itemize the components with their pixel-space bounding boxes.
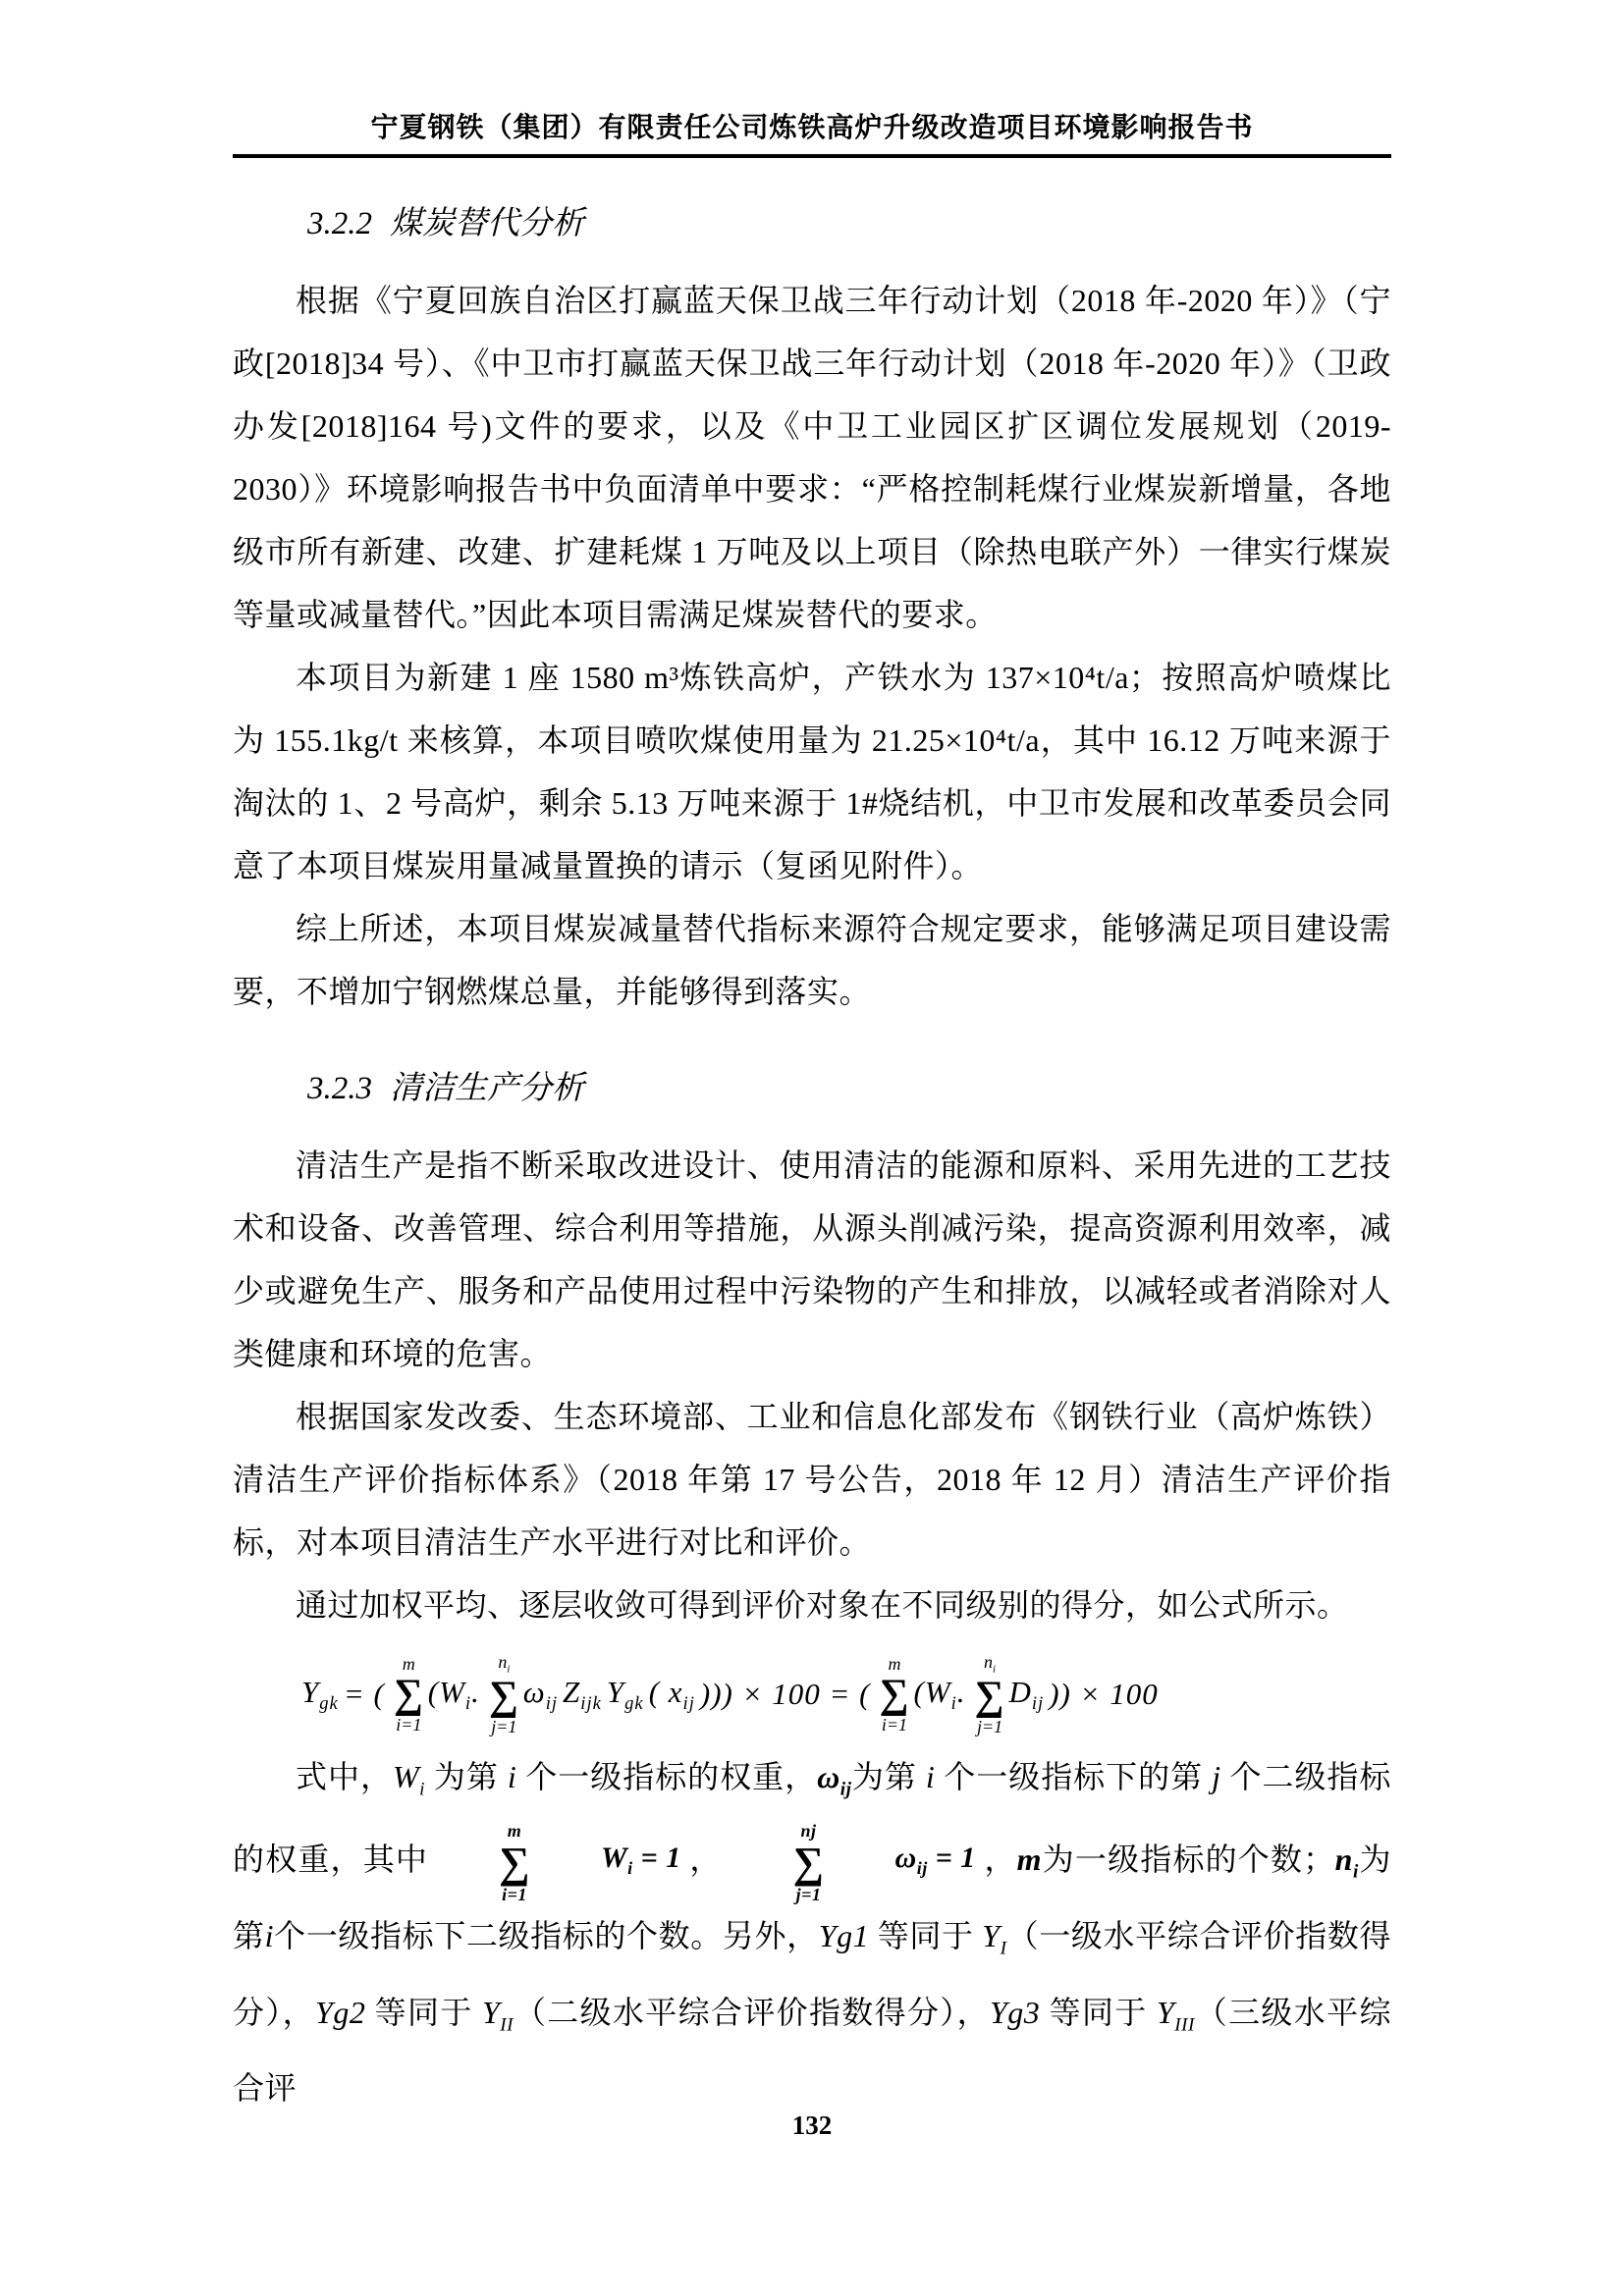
formula-subscript: i (1352, 1861, 1359, 1883)
explain-text: 为一级指标的个数； (1042, 1842, 1335, 1878)
formula-var: ω (894, 1841, 917, 1874)
formula-operator: = 1 (927, 1841, 976, 1874)
explain-text: 等同于 (869, 1918, 983, 1954)
explain-text: 个二级指标的权重，其中 (233, 1758, 1391, 1878)
formula-var: m (1016, 1842, 1043, 1878)
formula-var: ω (522, 1674, 546, 1709)
formula-var: (W (913, 1674, 951, 1709)
formula-var: j (1212, 1758, 1221, 1794)
formula-subscript: gk (319, 1692, 339, 1714)
formula-subscript: i (464, 1692, 472, 1714)
paragraph-coal-conclusion: 综上所述，本项目煤炭减量替代指标来源符合规定要求，能够满足项目建设需要，不增加宁钢燃煤总量，并能够得到落实。 (233, 911, 1391, 1009)
page-header (233, 0, 1391, 158)
formula-var (1156, 1994, 1195, 2036)
formula-token: )) × 100 (1049, 1677, 1159, 1712)
explain-text: 为第 (851, 1758, 926, 1794)
summation-symbol (436, 1821, 530, 1904)
sum-body (538, 1827, 681, 1899)
formula-token (649, 1675, 695, 1715)
explain-text: ， (688, 1842, 723, 1878)
sum-upper-limit: nj (800, 1821, 817, 1842)
paragraph-coal-policy: 根据《宁夏回族自治区打赢蓝天保卫战三年行动计划（2018 年-2020 年）》（宁政[2018]34 号）、《中卫市打赢蓝天保卫战三年行动计划（2018 年-2020 年）》（卫政办发[2018]164 号)文件的要求，以及《中卫工业园区扩区调位发展规划（2019-2030）》环境影响报告书中负面清单中要求：“严格控制耗煤行业煤炭新增量，各地级市所有新建、改建、扩建耗煤 1 万吨及以上项目（除热电联产外）一律实行煤炭等量或减量替代。”因此本项目需满足煤炭替代的要求。 (233, 283, 1391, 632)
explain-text: 个一级指标的权重， (516, 1758, 818, 1794)
formula-subscript: ij (682, 1692, 695, 1714)
sum-lower-limit: j=1 (976, 1717, 1003, 1736)
formula-var: Y (301, 1674, 320, 1709)
sigma-icon: ∑ (974, 1674, 1005, 1719)
formula-subscript: I (1000, 1938, 1007, 1959)
sigma-icon: ∑ (879, 1672, 910, 1718)
formula-var: ( x (648, 1674, 683, 1709)
sum-limit-subscript: i (993, 1663, 997, 1676)
sum-limit-var: n (984, 1652, 994, 1672)
formula-var: D (1008, 1674, 1032, 1709)
report-title: 宁夏钢铁（集团）有限责任公司炼铁高炉升级改造项目环境影响报告书 (370, 113, 1254, 143)
explain-text: 等同于 (365, 1994, 482, 2030)
formula-var: (W (427, 1674, 465, 1709)
explain-text: 为第 (424, 1758, 508, 1794)
sigma-icon: ∑ (488, 1674, 519, 1719)
formula-token: ))) × 100 = ( (699, 1677, 871, 1712)
explain-text: 个一级指标下二级指标的个数。另外， (274, 1918, 819, 1954)
sum-upper-limit: m (507, 1821, 522, 1842)
sum-limit-var: n (498, 1652, 508, 1672)
formula-token (607, 1675, 644, 1715)
formula-var: W (600, 1841, 628, 1874)
formula-subscript: ij (916, 1857, 928, 1878)
sum-body (832, 1827, 975, 1899)
formula-operator: . (471, 1674, 480, 1709)
section-heading-clean-production (233, 1062, 1391, 1108)
sum-upper-limit (984, 1652, 996, 1676)
explain-text: 式中， (296, 1758, 393, 1794)
sigma-icon: ∑ (499, 1838, 530, 1887)
page-content (233, 0, 1391, 2119)
sum-upper-limit (498, 1652, 510, 1676)
formula-token (913, 1675, 965, 1715)
paragraph-coal-project-quantity: 本项目为新建 1 座 1580 m³炼铁高炉，产铁水为 137×10⁴t/a；按照高炉喷煤比为 155.1kg/t 来核算，本项目喷吹煤使用量为 21.25×10⁴t/a，其中 16.12 万吨来源于淘汰的 1、2 号高炉，剩余 5.13 万吨来源于 1#烧结机，中卫市发展和改革委员会同意了本项目煤炭用量减量置换的请示（复函见附件）。 (233, 660, 1391, 883)
section-title: 清洁生产分析 (390, 1071, 584, 1106)
section-number: 3.2.3 (307, 1071, 372, 1106)
formula-operator: . (956, 1674, 966, 1709)
formula-var (982, 1918, 1007, 1959)
formula-token (523, 1675, 558, 1715)
formula-var: Yg3 (989, 1994, 1041, 2030)
formula-var (1334, 1842, 1359, 1883)
formula-token (301, 1675, 339, 1715)
formula-var (817, 1758, 852, 1800)
section-number: 3.2.2 (307, 206, 372, 241)
formula-token (1009, 1675, 1045, 1715)
explain-text: 为第 (233, 1842, 1391, 1954)
paragraph-clean-definition: 清洁生产是指不断采取改进设计、使用清洁的能源和原料、采用先进的工艺技术和设备、改善管理、综合利用等措施，从源头削减污染，提高资源利用效率，减少或避免生产、服务和产品使用过程中污染物的产生和排放，以减轻或者消除对人类健康和环境的危害。 (233, 1148, 1391, 1371)
formula-var: Yg2 (315, 1994, 366, 2030)
formula-var: Y (606, 1674, 625, 1709)
paragraph-formula-explanation (233, 1745, 1391, 2120)
formula-subscript: i (419, 1779, 425, 1800)
section-title: 煤炭替代分析 (390, 206, 584, 241)
formula-subscript: gk (624, 1692, 644, 1714)
sum-lower-limit: j=1 (491, 1717, 517, 1736)
formula-subscript: II (500, 2014, 514, 2036)
explain-text: （二级水平综合评价指数得分）， (514, 1994, 990, 2030)
explain-text: 个一级指标下的第 (935, 1758, 1213, 1794)
explain-text: 等同于 (1040, 1994, 1157, 2030)
formula-subscript: i (950, 1692, 957, 1714)
sum-lower-limit: i=1 (502, 1884, 527, 1904)
formula-var (392, 1758, 425, 1800)
formula-var: n (1334, 1842, 1353, 1878)
formula-var: Y (1156, 1994, 1175, 2030)
summation-symbol (394, 1654, 424, 1735)
paragraph-clean-method: 通过加权平均、逐层收敛可得到评价对象在不同级别的得分，如公式所示。 (296, 1587, 1349, 1623)
explain-text: （三级水平综合评 (233, 1994, 1391, 2107)
section-heading-coal-substitution (233, 197, 1391, 243)
formula-var (482, 1994, 514, 2036)
explain-text: ， (983, 1842, 1017, 1878)
summation-symbol (489, 1652, 519, 1737)
formula-subscript: i (627, 1857, 633, 1878)
formula-operator: = 1 (632, 1841, 681, 1874)
formula-var: W (392, 1758, 420, 1794)
inline-summation (436, 1821, 681, 1904)
formula-subscript: ij (1031, 1692, 1045, 1714)
formula-var: Y (982, 1918, 1001, 1954)
formula-token (428, 1675, 480, 1715)
formula-var: i (925, 1758, 936, 1794)
sum-upper-limit: m (888, 1653, 901, 1674)
inline-summation (731, 1821, 976, 1904)
summation-symbol (975, 1652, 1005, 1737)
formula-subscript: III (1174, 2014, 1195, 2036)
formula-var: i (507, 1758, 517, 1794)
sigma-icon: ∑ (393, 1672, 424, 1718)
formula-var: Z (563, 1674, 581, 1709)
summation-symbol (731, 1821, 825, 1904)
formula-var: ω (817, 1758, 840, 1794)
formula-token: = ( (343, 1677, 385, 1712)
sum-lower-limit: i=1 (396, 1715, 422, 1735)
sum-limit-subscript: i (507, 1663, 511, 1676)
summation-symbol (880, 1654, 910, 1735)
explain-text: （一级水平综合评价指数得分）， (233, 1918, 1391, 2030)
formula-var: Y (482, 1994, 501, 2030)
formula-subscript: ij (545, 1692, 559, 1714)
formula-token (563, 1675, 602, 1715)
sum-upper-limit: m (402, 1653, 415, 1674)
formula-subscript: ijk (580, 1692, 602, 1714)
paragraph-clean-standard: 根据国家发改委、生态环境部、工业和信息化部发布《钢铁行业（高炉炼铁）清洁生产评价指标体系》（2018 年第 17 号公告，2018 年 12 月）清洁生产评价指标，对本项目清洁生产水平进行对比和评价。 (233, 1399, 1391, 1560)
formula-var: i (264, 1918, 275, 1954)
sigma-icon: ∑ (792, 1838, 825, 1887)
page-number: 132 (791, 2110, 833, 2140)
formula-subscript: ij (839, 1779, 852, 1800)
formula-ygk-score (301, 1652, 1391, 1737)
sum-lower-limit: j=1 (795, 1884, 822, 1904)
sum-lower-limit: i=1 (881, 1715, 908, 1735)
formula-var: Yg1 (818, 1918, 870, 1954)
